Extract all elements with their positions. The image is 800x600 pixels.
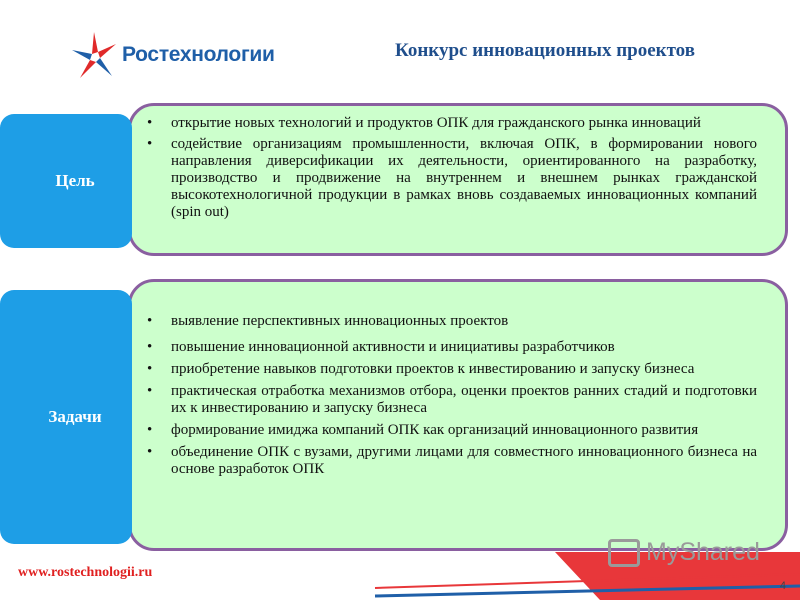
goal-item: • содействие организациям промышленности, включая ОПК, в формировании нового направления диверсификации их деятельности, ориентированного на разработку, производство и продвижение на внутреннем и внешнем рынках гражданской высокотехнологичной продукции в рамках вновь создаваемых инновационных компаний (spin out) <box>139 136 757 221</box>
task-item: • практическая отработка механизмов отбора, оценки проектов ранних стадий и подготовки их к инвестированию и запуску бизнеса <box>139 383 757 417</box>
goal-label: Цель <box>55 171 95 190</box>
goal-list <box>139 115 757 225</box>
task-item: • формирование имиджа компаний ОПК как организаций инновационного развития <box>139 422 757 439</box>
goal-content-box <box>128 103 788 256</box>
slide-title: Конкурс инновационных проектов <box>395 40 695 61</box>
star-logo-icon <box>68 30 120 82</box>
task-item: • выявление перспективных инновационных проектов <box>139 313 757 330</box>
rostechnologii-logo <box>68 30 275 82</box>
website-link[interactable]: www.rostechnologii.ru <box>18 565 153 580</box>
task-item: • повышение инновационной активности и инициативы разработчиков <box>139 339 757 356</box>
task-item: • объединение ОПК с вузами, другими лицами для совместного инновационного бизнеса на основе разработок ОПК <box>139 444 757 478</box>
tasks-content-box <box>128 279 788 551</box>
task-item: • приобретение навыков подготовки проектов к инвестированию и запуску бизнеса <box>139 361 757 378</box>
tasks-label: Задачи <box>48 407 102 426</box>
page-number: 4 <box>779 580 786 592</box>
watermark <box>608 538 760 567</box>
goal-item: • открытие новых технологий и продуктов ОПК для гражданского рынка инноваций <box>139 115 757 132</box>
logo-text: Ростехнологии <box>122 43 275 66</box>
watermark-icon <box>608 539 640 567</box>
goal-label-box <box>0 114 132 248</box>
tasks-label-box <box>0 290 132 544</box>
tasks-list <box>139 313 757 483</box>
watermark-text: MyShared <box>646 538 760 566</box>
